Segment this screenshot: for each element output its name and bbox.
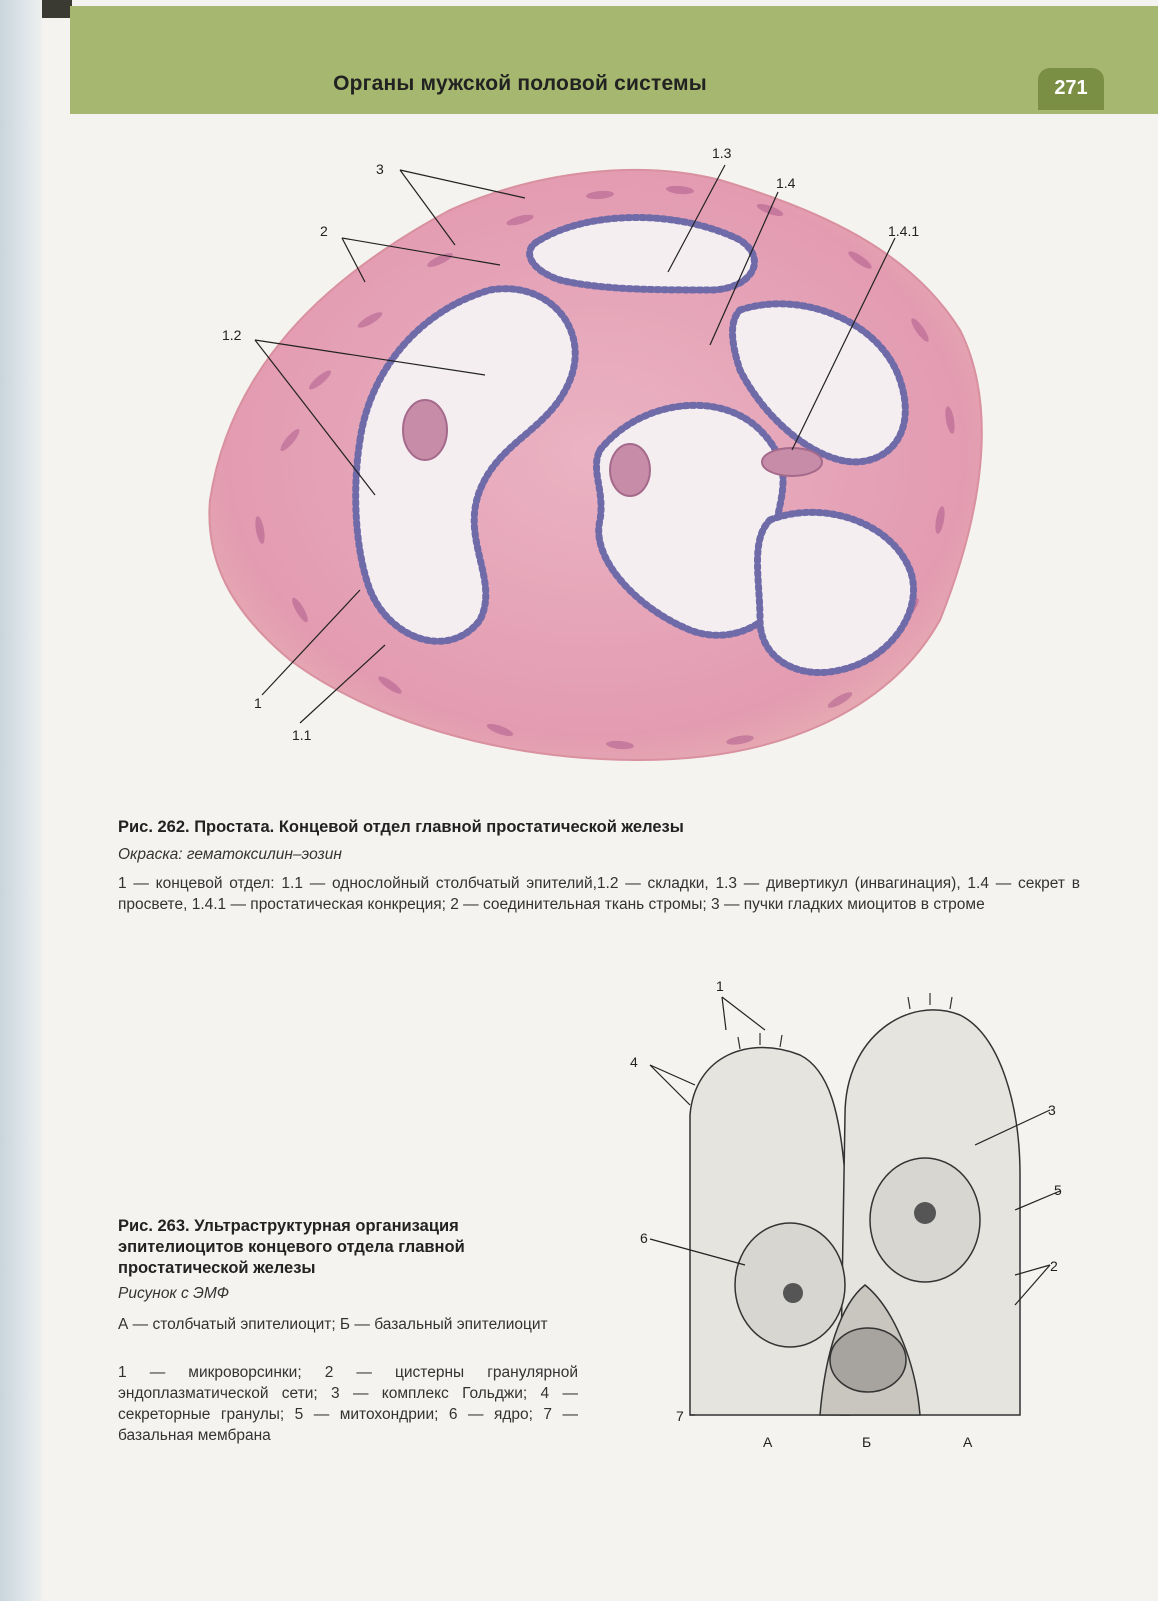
fig1-label-1-4-1: 1.4.1 [888,223,920,239]
fig2-label-7: 7 [676,1408,684,1424]
book-spine-shadow [0,0,42,1601]
fig1-label-2: 2 [320,223,328,239]
figure-263-subtitle: Рисунок с ЭМФ [118,1285,230,1302]
figure-262-stain: Окраска: гематоксилин–эозин [118,846,342,863]
figure-263-legend-structures: 1 — микроворсинки; 2 — цистерны гранулярной эндоплазматической сети; 3 — комплекс Гольджи; 4 — секреторные гранулы; 5 — митохондрии; 6 — ядро; 7 — базальная мембрана [118,1364,578,1444]
fig1-label-1-4: 1.4 [776,175,796,191]
fig2-label-5: 5 [1054,1182,1062,1198]
figure-263-legend-cells: А — столбчатый эпителиоцит; Б — базальный эпителиоцит [118,1316,548,1333]
fig1-label-1-3: 1.3 [712,145,732,161]
figure-263-caption-title: Рис. 263. Ультраструктурная организация эпителиоцитов концевого отдела главной простатической железы [118,1217,465,1277]
fig2-label-a-right: А [963,1434,973,1450]
fig2-label-3: 3 [1048,1102,1056,1118]
page-title: Органы мужской половой системы [333,72,707,95]
page-number: 271 [1038,68,1104,110]
fig2-label-4: 4 [630,1054,638,1070]
fig1-label-1-1: 1.1 [292,727,312,743]
figure-262-caption-title: Рис. 262. Простата. Концевой отдел главной простатической железы [118,818,684,836]
fig1-label-1-2: 1.2 [222,327,242,343]
figure-262-description: 1 — концевой отдел: 1.1 — однослойный столбчатый эпителий,1.2 — складки, 1.3 — дивертикул (инвагинация), 1.4 — секрет в просвете, 1.4.1 — простатическая конкреция; 2 — соединительная ткань стромы; 3 — пучки гладких миоцитов в строме [118,875,1080,913]
fig1-label-1: 1 [254,695,262,711]
header-corner [42,0,72,18]
fig2-label-b: Б [862,1434,872,1450]
fig2-label-2: 2 [1050,1258,1058,1274]
fig2-label-a-left: А [763,1434,773,1450]
prostate-histology-figure [120,140,1080,820]
fig2-label-6: 6 [640,1230,648,1246]
fig1-label-3: 3 [376,161,384,177]
epithelium-ultrastructure-figure [630,975,1080,1470]
header-band [70,6,1158,114]
fig2-label-1: 1 [716,978,724,994]
